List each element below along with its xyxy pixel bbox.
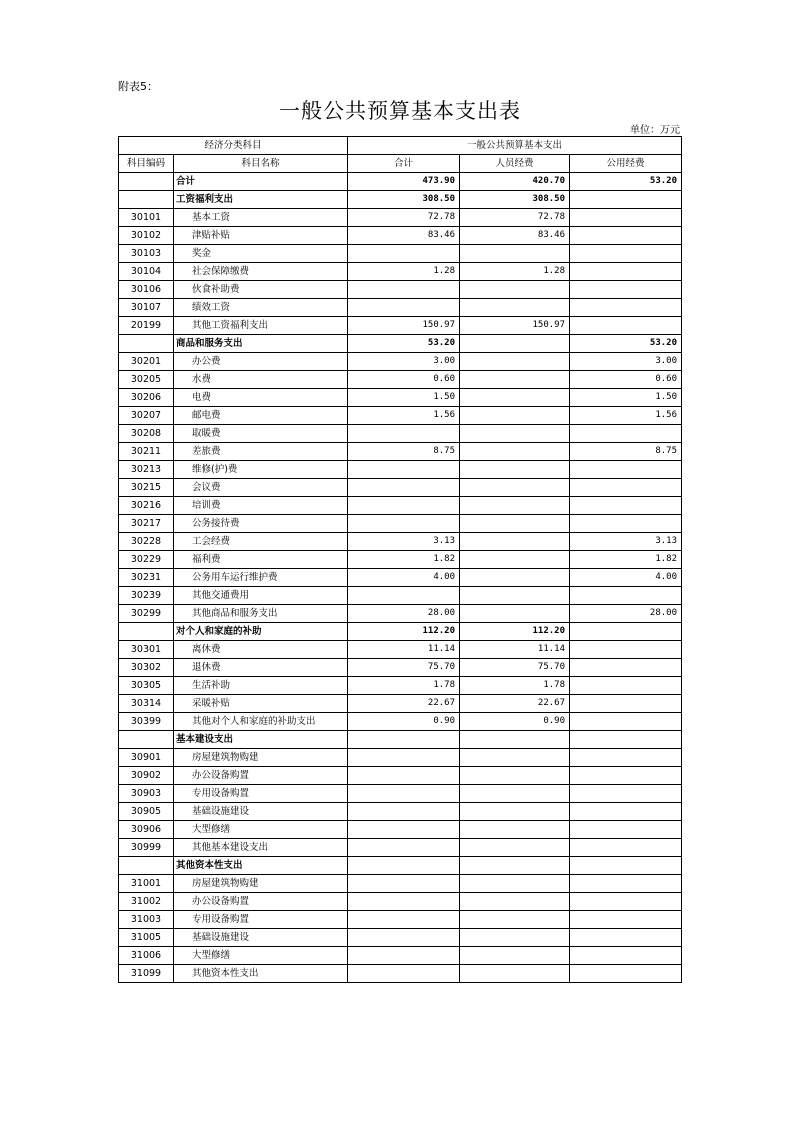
row-name: 福利费	[174, 551, 348, 569]
row-total: 1.56	[348, 407, 460, 425]
row-code: 30102	[119, 227, 174, 245]
row-code: 30101	[119, 209, 174, 227]
row-public	[570, 317, 682, 335]
table-row	[119, 299, 682, 317]
row-public	[570, 659, 682, 677]
row-public	[570, 767, 682, 785]
row-total	[348, 929, 460, 947]
table-row	[119, 443, 682, 461]
row-personnel	[460, 803, 570, 821]
table-row	[119, 659, 682, 677]
row-personnel	[460, 551, 570, 569]
row-total	[348, 425, 460, 443]
table-row	[119, 695, 682, 713]
row-personnel	[460, 353, 570, 371]
row-personnel	[460, 299, 570, 317]
row-public	[570, 749, 682, 767]
row-personnel	[460, 497, 570, 515]
row-code	[119, 623, 174, 641]
row-name: 工资福利支出	[174, 191, 348, 209]
table-row	[119, 407, 682, 425]
row-code: 30399	[119, 713, 174, 731]
row-code	[119, 173, 174, 191]
unit-label: 单位：万元	[630, 125, 680, 136]
row-code: 30201	[119, 353, 174, 371]
row-personnel	[460, 731, 570, 749]
table-row	[119, 389, 682, 407]
row-name: 差旅费	[174, 443, 348, 461]
row-personnel: 308.50	[460, 191, 570, 209]
header-economic-classification: 经济分类科目	[119, 137, 348, 155]
row-personnel	[460, 911, 570, 929]
row-public	[570, 947, 682, 965]
row-name: 取暖费	[174, 425, 348, 443]
row-personnel	[460, 245, 570, 263]
row-name: 奖金	[174, 245, 348, 263]
row-name: 基本工资	[174, 209, 348, 227]
row-code: 30905	[119, 803, 174, 821]
row-total	[348, 731, 460, 749]
row-name: 会议费	[174, 479, 348, 497]
row-name: 公务接待费	[174, 515, 348, 533]
row-code: 30301	[119, 641, 174, 659]
table-row	[119, 749, 682, 767]
row-personnel: 1.78	[460, 677, 570, 695]
row-total: 83.46	[348, 227, 460, 245]
table-row	[119, 263, 682, 281]
row-public	[570, 857, 682, 875]
row-personnel	[460, 407, 570, 425]
row-personnel	[460, 857, 570, 875]
row-personnel	[460, 875, 570, 893]
row-code	[119, 191, 174, 209]
row-name: 专用设备购置	[174, 785, 348, 803]
row-total	[348, 947, 460, 965]
row-personnel: 420.70	[460, 173, 570, 191]
row-total	[348, 785, 460, 803]
row-total	[348, 821, 460, 839]
row-personnel: 72.78	[460, 209, 570, 227]
row-code: 31005	[119, 929, 174, 947]
row-personnel: 1.28	[460, 263, 570, 281]
row-name: 其他对个人和家庭的补助支出	[174, 713, 348, 731]
table-row	[119, 461, 682, 479]
row-total: 112.20	[348, 623, 460, 641]
table-row	[119, 875, 682, 893]
row-personnel: 112.20	[460, 623, 570, 641]
table-row	[119, 965, 682, 983]
table-row	[119, 335, 682, 353]
table-row	[119, 317, 682, 335]
row-personnel: 150.97	[460, 317, 570, 335]
row-personnel	[460, 929, 570, 947]
table-header-row	[119, 155, 682, 173]
table-row	[119, 191, 682, 209]
table-row	[119, 911, 682, 929]
table-row	[119, 227, 682, 245]
table-row	[119, 281, 682, 299]
table-row	[119, 839, 682, 857]
row-total: 4.00	[348, 569, 460, 587]
table-row	[119, 713, 682, 731]
row-total	[348, 245, 460, 263]
row-public	[570, 299, 682, 317]
row-name: 社会保障缴费	[174, 263, 348, 281]
row-total	[348, 803, 460, 821]
row-total: 1.50	[348, 389, 460, 407]
row-name: 其他资本性支出	[174, 857, 348, 875]
row-public	[570, 875, 682, 893]
table-header-group-row	[119, 137, 682, 155]
row-total: 11.14	[348, 641, 460, 659]
table-row	[119, 551, 682, 569]
row-personnel	[460, 893, 570, 911]
row-code: 30999	[119, 839, 174, 857]
row-personnel: 11.14	[460, 641, 570, 659]
row-code: 30302	[119, 659, 174, 677]
row-total: 308.50	[348, 191, 460, 209]
table-row	[119, 173, 682, 191]
row-public	[570, 695, 682, 713]
row-public	[570, 911, 682, 929]
row-code: 30206	[119, 389, 174, 407]
row-total: 1.28	[348, 263, 460, 281]
row-total: 72.78	[348, 209, 460, 227]
row-personnel	[460, 281, 570, 299]
row-total: 75.70	[348, 659, 460, 677]
row-name: 合计	[174, 173, 348, 191]
row-code: 30229	[119, 551, 174, 569]
row-total	[348, 893, 460, 911]
row-total: 1.78	[348, 677, 460, 695]
row-public: 53.20	[570, 335, 682, 353]
row-code: 30239	[119, 587, 174, 605]
table-row	[119, 641, 682, 659]
row-public: 1.56	[570, 407, 682, 425]
row-code: 31001	[119, 875, 174, 893]
row-code: 30305	[119, 677, 174, 695]
row-personnel	[460, 461, 570, 479]
row-name: 生活补助	[174, 677, 348, 695]
row-name: 邮电费	[174, 407, 348, 425]
row-code	[119, 857, 174, 875]
row-public: 3.00	[570, 353, 682, 371]
table-row	[119, 209, 682, 227]
table-row	[119, 479, 682, 497]
row-total	[348, 767, 460, 785]
table-row	[119, 515, 682, 533]
row-name: 工会经费	[174, 533, 348, 551]
row-name: 专用设备购置	[174, 911, 348, 929]
row-personnel	[460, 785, 570, 803]
row-code: 30228	[119, 533, 174, 551]
row-public	[570, 677, 682, 695]
row-personnel	[460, 947, 570, 965]
table-row	[119, 245, 682, 263]
row-code: 30107	[119, 299, 174, 317]
table-row	[119, 371, 682, 389]
row-total: 3.13	[348, 533, 460, 551]
row-code: 30314	[119, 695, 174, 713]
table-row	[119, 605, 682, 623]
row-total	[348, 839, 460, 857]
row-name: 基础设施建设	[174, 803, 348, 821]
row-personnel	[460, 587, 570, 605]
row-code	[119, 731, 174, 749]
row-personnel	[460, 443, 570, 461]
row-personnel	[460, 515, 570, 533]
row-public	[570, 263, 682, 281]
row-public	[570, 623, 682, 641]
row-public	[570, 461, 682, 479]
row-personnel: 22.67	[460, 695, 570, 713]
row-name: 培训费	[174, 497, 348, 515]
row-name: 公务用车运行维护费	[174, 569, 348, 587]
table-row	[119, 767, 682, 785]
row-code: 30215	[119, 479, 174, 497]
row-name: 房屋建筑物购建	[174, 749, 348, 767]
table-row	[119, 785, 682, 803]
row-public	[570, 497, 682, 515]
row-name: 水费	[174, 371, 348, 389]
row-code: 30217	[119, 515, 174, 533]
row-name: 其他交通费用	[174, 587, 348, 605]
row-name: 电费	[174, 389, 348, 407]
row-code: 31006	[119, 947, 174, 965]
table-row	[119, 353, 682, 371]
table-row	[119, 497, 682, 515]
header-name: 科目名称	[174, 155, 348, 173]
row-personnel	[460, 605, 570, 623]
table-row	[119, 569, 682, 587]
row-public	[570, 281, 682, 299]
row-code: 31099	[119, 965, 174, 983]
row-public	[570, 929, 682, 947]
row-personnel	[460, 389, 570, 407]
row-name: 办公费	[174, 353, 348, 371]
row-public	[570, 515, 682, 533]
row-personnel	[460, 425, 570, 443]
row-code: 30211	[119, 443, 174, 461]
row-personnel	[460, 749, 570, 767]
row-name: 基本建设支出	[174, 731, 348, 749]
table-body	[119, 173, 682, 983]
row-total	[348, 857, 460, 875]
row-public: 8.75	[570, 443, 682, 461]
row-code: 31002	[119, 893, 174, 911]
row-public	[570, 821, 682, 839]
row-public	[570, 641, 682, 659]
row-public	[570, 227, 682, 245]
row-name: 采暖补贴	[174, 695, 348, 713]
row-total	[348, 749, 460, 767]
row-public	[570, 839, 682, 857]
row-name: 退休费	[174, 659, 348, 677]
row-name: 离休费	[174, 641, 348, 659]
row-total: 8.75	[348, 443, 460, 461]
row-name: 办公设备购置	[174, 767, 348, 785]
header-basic-expenditure: 一般公共预算基本支出	[348, 137, 682, 155]
row-personnel	[460, 335, 570, 353]
row-public	[570, 245, 682, 263]
row-name: 商品和服务支出	[174, 335, 348, 353]
header-personnel: 人员经费	[460, 155, 570, 173]
row-total: 473.90	[348, 173, 460, 191]
row-public: 28.00	[570, 605, 682, 623]
row-name: 办公设备购置	[174, 893, 348, 911]
row-total: 0.60	[348, 371, 460, 389]
table-row	[119, 803, 682, 821]
row-code: 30208	[119, 425, 174, 443]
table-row	[119, 929, 682, 947]
row-public	[570, 785, 682, 803]
row-personnel	[460, 965, 570, 983]
row-public	[570, 803, 682, 821]
header-total: 合计	[348, 155, 460, 173]
row-total	[348, 911, 460, 929]
row-name: 伙食补助费	[174, 281, 348, 299]
row-name: 其他商品和服务支出	[174, 605, 348, 623]
page-title: 一般公共预算基本支出表	[279, 99, 521, 123]
row-public: 4.00	[570, 569, 682, 587]
row-total: 0.90	[348, 713, 460, 731]
table-row	[119, 623, 682, 641]
budget-table	[118, 136, 682, 983]
row-public	[570, 893, 682, 911]
row-code: 20199	[119, 317, 174, 335]
row-public	[570, 191, 682, 209]
row-personnel: 0.90	[460, 713, 570, 731]
header-public: 公用经费	[570, 155, 682, 173]
row-total	[348, 281, 460, 299]
row-total	[348, 461, 460, 479]
row-public: 1.82	[570, 551, 682, 569]
row-name: 大型修缮	[174, 947, 348, 965]
table-row	[119, 821, 682, 839]
row-code: 30103	[119, 245, 174, 263]
row-public: 0.60	[570, 371, 682, 389]
row-code: 30213	[119, 461, 174, 479]
row-name: 大型修缮	[174, 821, 348, 839]
row-code	[119, 335, 174, 353]
row-total	[348, 515, 460, 533]
row-name: 其他工资福利支出	[174, 317, 348, 335]
row-code: 30906	[119, 821, 174, 839]
row-public	[570, 965, 682, 983]
row-code: 31003	[119, 911, 174, 929]
row-public	[570, 587, 682, 605]
row-public: 1.50	[570, 389, 682, 407]
row-name: 对个人和家庭的补助	[174, 623, 348, 641]
row-code: 30299	[119, 605, 174, 623]
row-total	[348, 299, 460, 317]
row-personnel	[460, 479, 570, 497]
row-total: 22.67	[348, 695, 460, 713]
row-personnel	[460, 533, 570, 551]
row-total	[348, 479, 460, 497]
row-personnel	[460, 821, 570, 839]
row-code: 30104	[119, 263, 174, 281]
table-row	[119, 947, 682, 965]
row-public	[570, 209, 682, 227]
row-name: 基础设施建设	[174, 929, 348, 947]
row-total: 1.82	[348, 551, 460, 569]
row-personnel	[460, 569, 570, 587]
table-row	[119, 587, 682, 605]
row-public: 53.20	[570, 173, 682, 191]
row-name: 其他资本性支出	[174, 965, 348, 983]
table-row	[119, 893, 682, 911]
row-code: 30903	[119, 785, 174, 803]
row-public	[570, 425, 682, 443]
row-name: 维修(护)费	[174, 461, 348, 479]
row-personnel: 83.46	[460, 227, 570, 245]
row-code: 30216	[119, 497, 174, 515]
row-total	[348, 497, 460, 515]
row-public	[570, 479, 682, 497]
row-total	[348, 587, 460, 605]
row-total: 53.20	[348, 335, 460, 353]
row-name: 房屋建筑物购建	[174, 875, 348, 893]
row-personnel	[460, 839, 570, 857]
row-personnel	[460, 371, 570, 389]
row-code: 30106	[119, 281, 174, 299]
row-personnel	[460, 767, 570, 785]
header-code: 科目编码	[119, 155, 174, 173]
row-total	[348, 875, 460, 893]
row-code: 30231	[119, 569, 174, 587]
row-public: 3.13	[570, 533, 682, 551]
row-code: 30207	[119, 407, 174, 425]
row-total: 28.00	[348, 605, 460, 623]
row-name: 其他基本建设支出	[174, 839, 348, 857]
row-public	[570, 731, 682, 749]
attachment-label: 附表5：	[118, 80, 158, 93]
row-code: 30901	[119, 749, 174, 767]
row-public	[570, 713, 682, 731]
table-row	[119, 533, 682, 551]
row-total	[348, 965, 460, 983]
table-row	[119, 857, 682, 875]
row-code: 30205	[119, 371, 174, 389]
row-total: 150.97	[348, 317, 460, 335]
row-personnel: 75.70	[460, 659, 570, 677]
table-row	[119, 425, 682, 443]
row-total: 3.00	[348, 353, 460, 371]
row-code: 30902	[119, 767, 174, 785]
table-row	[119, 731, 682, 749]
row-name: 绩效工资	[174, 299, 348, 317]
table-row	[119, 677, 682, 695]
row-name: 津贴补贴	[174, 227, 348, 245]
